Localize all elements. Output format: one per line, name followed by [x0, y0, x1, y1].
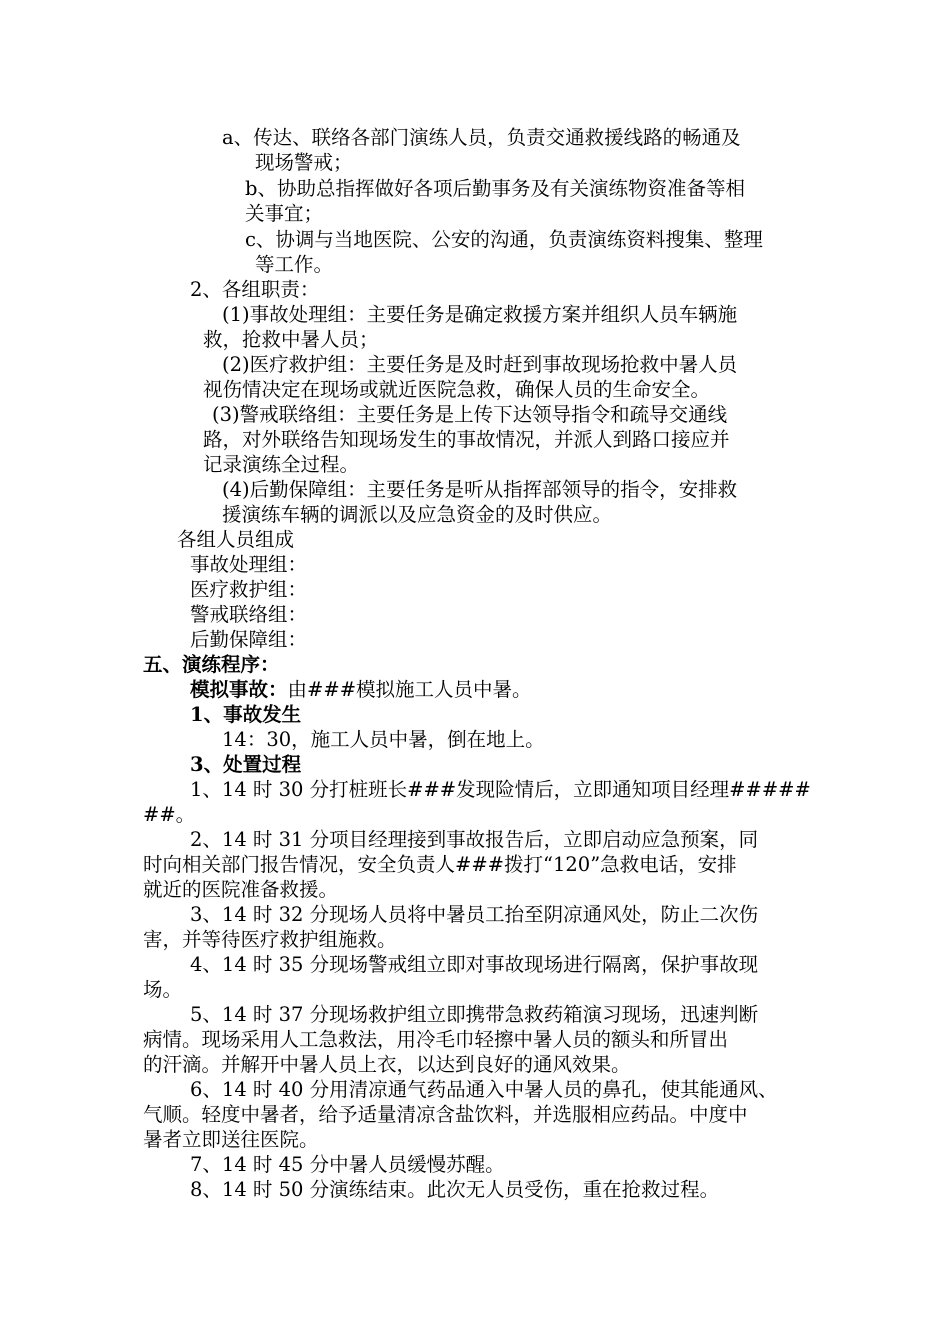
process-1-line2: ##。: [143, 803, 196, 826]
process-5-line2: 病情。现场采用人工急救法，用冷毛巾轻擦中暑人员的额头和所冒出: [143, 1028, 729, 1051]
duty-a-line1: a、传达、联络各部门演练人员，负责交通救援线路的畅通及: [222, 126, 741, 149]
process-2-line1: 2、14 时 31 分项目经理接到事故报告后，立即启动应急预案，同: [190, 828, 759, 851]
group1-line2: 救，抢救中暑人员；: [203, 328, 379, 351]
process-8: 8、14 时 50 分演练结束。此次无人员受伤，重在抢救过程。: [190, 1178, 720, 1201]
members-item-logistics: 后勤保障组：: [190, 628, 308, 651]
duty-c-line1: c、协调与当地医院、公安的沟通，负责演练资料搜集、整理: [245, 228, 763, 251]
process-3-line2: 害，并等待医疗救护组施救。: [143, 928, 397, 951]
group3-line3: 记录演练全过程。: [203, 453, 360, 476]
process-4-line1: 4、14 时 35 分现场警戒组立即对事故现场进行隔离，保护事故现: [190, 953, 759, 976]
duty-c-line2: 等工作。: [255, 253, 334, 276]
process-2-line3: 就近的医院准备救援。: [143, 878, 339, 901]
group3-line1: (3)警戒联络组：主要任务是上传下达领导指令和疏导交通线: [212, 403, 728, 426]
members-item-medical: 医疗救护组：: [190, 578, 308, 601]
process-5-line1: 5、14 时 37 分现场救护组立即携带急救药箱演习现场，迅速判断: [190, 1003, 759, 1026]
group3-line2: 路，对外联络告知现场发生的事故情况，并派人到路口接应并: [203, 428, 730, 451]
step1-text: 14：30，施工人员中暑，倒在地上。: [222, 728, 545, 751]
process-6-line3: 暑者立即送往医院。: [143, 1128, 319, 1151]
simulation-label: 模拟事故：: [190, 678, 288, 701]
group-duties-heading: 2、各组职责：: [190, 278, 320, 301]
process-2-line2: 时向相关部门报告情况，安全负责人###拨打“120”急救电话，安排: [143, 853, 737, 876]
members-heading: 各组人员组成: [177, 528, 295, 551]
group4-line1: (4)后勤保障组：主要任务是听从指挥部领导的指令，安排救: [222, 478, 738, 501]
process-4-line2: 场。: [143, 978, 183, 1001]
group2-line2: 视伤情决定在现场或就近医院急救，确保人员的生命安全。: [203, 378, 711, 401]
process-7: 7、14 时 45 分中暑人员缓慢苏醒。: [190, 1153, 505, 1176]
process-6-line1: 6、14 时 40 分用清凉通气药品通入中暑人员的鼻孔，使其能通风、: [190, 1078, 778, 1101]
procedure-heading: 五、演练程序：: [143, 653, 280, 676]
duty-a-line2: 现场警戒；: [255, 151, 353, 174]
group1-line1: (1)事故处理组：主要任务是确定救援方案并组织人员车辆施: [222, 303, 738, 326]
duty-b-line1: b、协助总指挥做好各项后勤事务及有关演练物资准备等相: [245, 177, 745, 200]
members-item-security: 警戒联络组：: [190, 603, 308, 626]
members-item-accident: 事故处理组：: [190, 553, 308, 576]
process-5-line3: 的汗滴。并解开中暑人员上衣，以达到良好的通风效果。: [143, 1053, 631, 1076]
simulation-text: 由###模拟施工人员中暑。: [287, 678, 532, 701]
duty-b-line2: 关事宜；: [245, 202, 324, 225]
step1-heading: 1、事故发生: [190, 703, 302, 726]
group2-line1: (2)医疗救护组：主要任务是及时赶到事故现场抢救中暑人员: [222, 353, 738, 376]
step3-heading: 3、处置过程: [190, 753, 302, 776]
simulation-line: [190, 678, 532, 702]
group4-line2: 援演练车辆的调派以及应急资金的及时供应。: [222, 503, 613, 526]
process-6-line2: 气顺。轻度中暑者，给予适量清凉含盐饮料，并选服相应药品。中度中: [143, 1103, 748, 1126]
process-3-line1: 3、14 时 32 分现场人员将中暑员工抬至阴凉通风处，防止二次伤: [190, 903, 759, 926]
process-1-line1: 1、14 时 30 分打桩班长###发现险情后，立即通知项目经理#####: [190, 778, 811, 801]
